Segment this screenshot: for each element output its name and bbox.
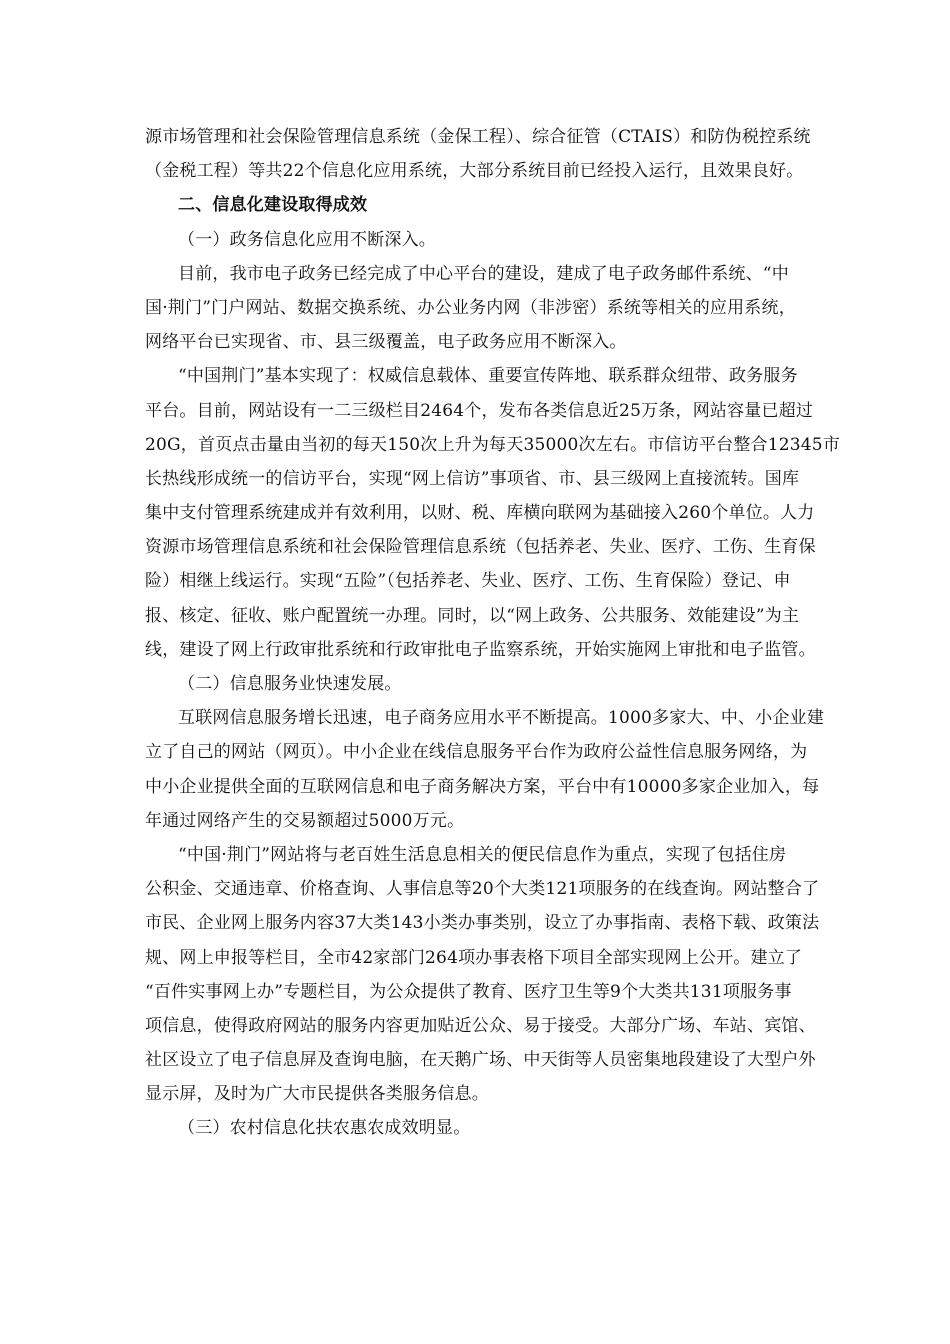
text-line: 网络平台已实现省、市、县三级覆盖，电子政务应用不断深入。 xyxy=(145,332,627,353)
text-line: 年通过网络产生的交易额超过5000万元。 xyxy=(145,810,465,831)
text-line: 20G，首页点击量由当初的每天150次上升为每天35000次左右。市信访平台整合12345市 xyxy=(145,434,841,455)
text-line: 报、核定、征收、账户配置统一办理。同时，以“网上政务、公共服务、效能建设”为主 xyxy=(145,605,800,626)
text-line: 项信息，使得政府网站的服务内容更加贴近公众、易于接受。大部分广场、车站、宾馆、 xyxy=(145,1015,816,1036)
document-body xyxy=(145,120,841,1146)
section-heading: 二、信息化建设取得成效 xyxy=(178,195,368,216)
text-line: 线，建设了网上行政审批系统和行政审批电子监察系统，开始实施网上审批和电子监管。 xyxy=(145,639,816,660)
text-line: 资源市场管理信息系统和社会保险管理信息系统（包括养老、失业、医疗、工伤、生育保 xyxy=(145,537,816,558)
text-line: 公积金、交通违章、价格查询、人事信息等20个大类121项服务的在线查询。网站整合了 xyxy=(145,879,820,900)
text-line: 显示屏，及时为广大市民提供各类服务信息。 xyxy=(145,1084,489,1105)
text-line: 险）相继上线运行。实现“五险”（包括养老、失业、医疗、工伤、生育保险）登记、申 xyxy=(145,571,791,592)
text-line: 互联网信息服务增长迅速，电子商务应用水平不断提高。1000多家大、中、小企业建 xyxy=(178,708,825,729)
text-line: 规、网上申报等栏目，全市42家部门264项办事表格下项目全部实现网上公开。建立了 xyxy=(145,947,803,968)
text-line: 中小企业提供全面的互联网信息和电子商务解决方案，平台中有10000多家企业加入，每 xyxy=(145,776,820,797)
text-line: （金税工程）等共22个信息化应用系统，大部分系统目前已经投入运行，且效果良好。 xyxy=(145,161,804,182)
text-line: 立了自己的网站（网页）。中小企业在线信息服务平台作为政府公益性信息服务网络，为 xyxy=(145,742,808,763)
text-line: 集中支付管理系统建成并有效利用，以财、税、库横向联网为基础接入260个单位。人力 xyxy=(145,503,815,524)
text-line: 国·荆门”门户网站、数据交换系统、办公业务内网（非涉密）系统等相关的应用系统， xyxy=(145,297,796,318)
text-line: 长热线形成统一的信访平台，实现“网上信访”事项省、市、县三级网上直接流转。国库 xyxy=(145,468,800,489)
text-line: “百件实事网上办”专题栏目，为公众提供了教育、医疗卫生等9个大类共131项服务事 xyxy=(145,981,792,1002)
text-line: 目前，我市电子政务已经完成了中心平台的建设，建成了电子政务邮件系统、“中 xyxy=(178,263,789,284)
text-line: 平台。目前，网站设有一二三级栏目2464个，发布各类信息近25万条，网站容量已超过 xyxy=(145,400,814,421)
text-line: （二）信息服务业快速发展。 xyxy=(178,674,402,694)
text-line: （一）政务信息化应用不断深入。 xyxy=(178,229,436,250)
text-line: 源市场管理和社会保险管理信息系统（金保工程）、综合征管（CTAIS）和防伪税控系统 xyxy=(145,127,811,147)
text-line: 市民、企业网上服务内容37大类143小类办事类别，设立了办事指南、表格下载、政策法 xyxy=(145,913,820,934)
text-line: 社区设立了电子信息屏及查询电脑，在天鹅广场、中天街等人员密集地段建设了大型户外 xyxy=(145,1050,816,1071)
text-line: （三）农村信息化扶农惠农成效明显。 xyxy=(178,1118,471,1139)
text-line: “中国·荆门”网站将与老百姓生活息息相关的便民信息作为重点，实现了包括住房 xyxy=(178,844,787,865)
text-line: “中国荆门”基本实现了：权威信息载体、重要宣传阵地、联系群众纽带、政务服务 xyxy=(178,366,798,387)
